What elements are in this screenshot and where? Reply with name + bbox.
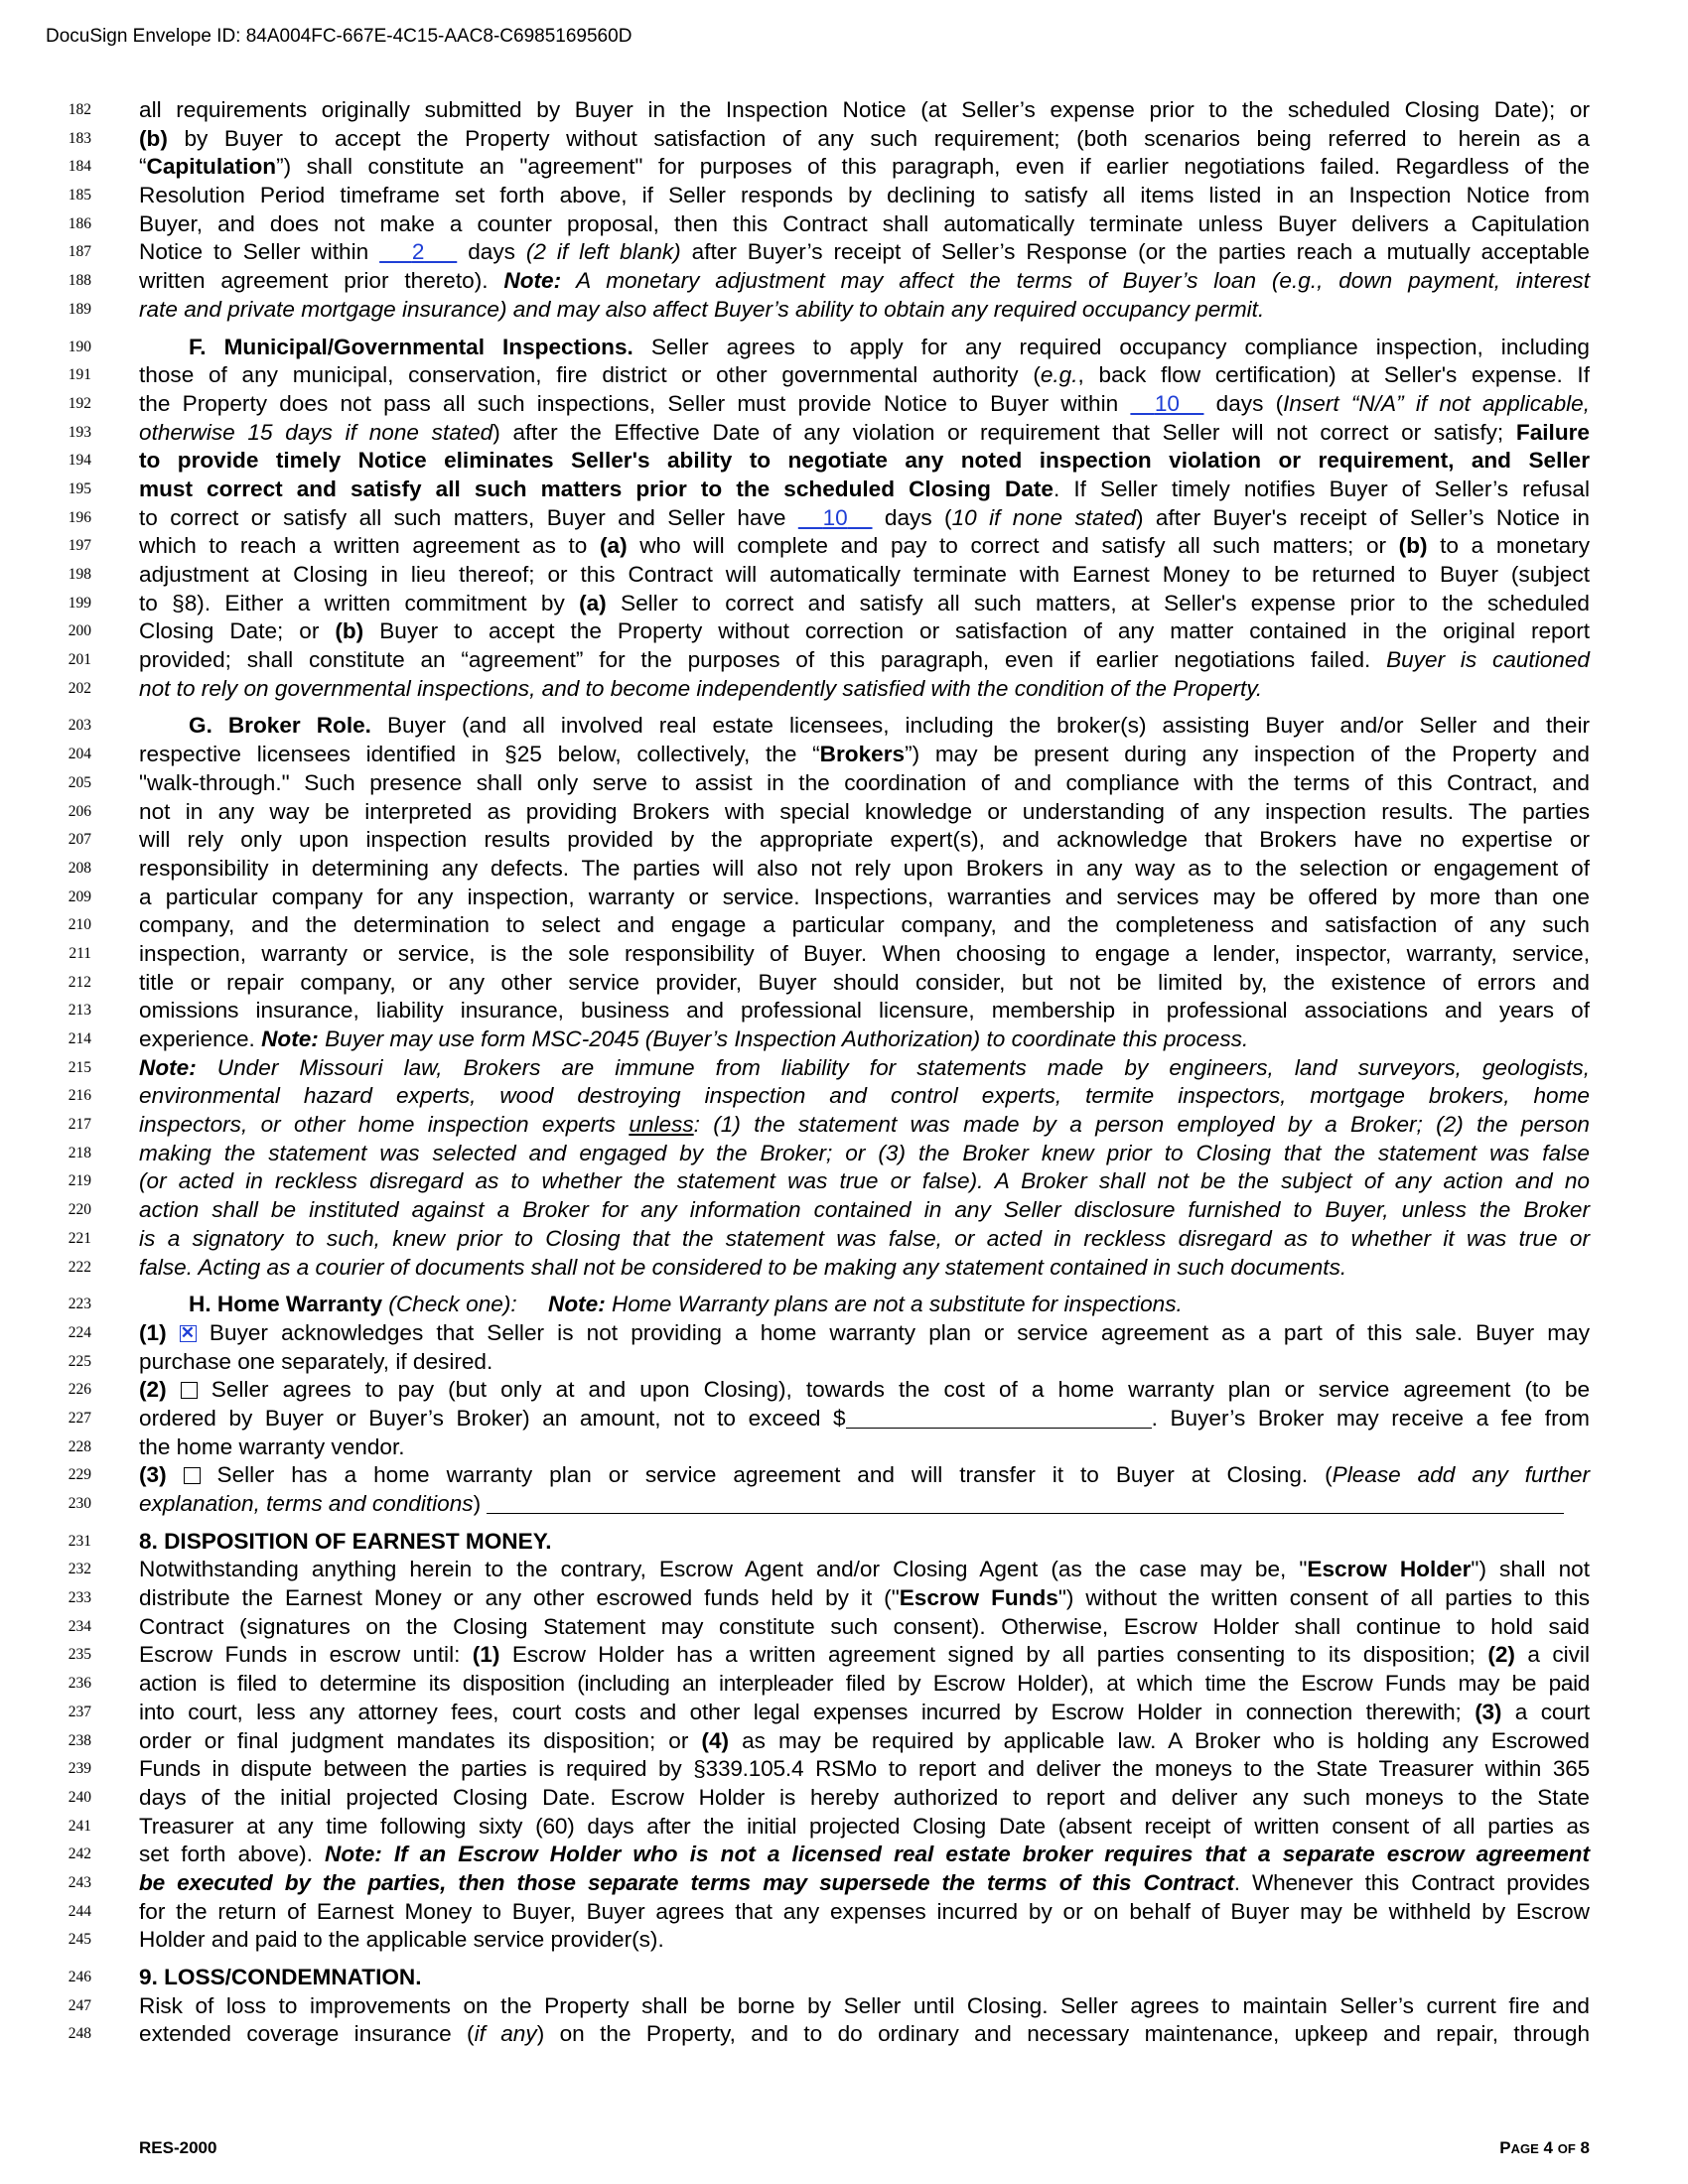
line-number: 194: [68, 452, 91, 470]
section-heading: 9. LOSS/CONDEMNATION.: [139, 1965, 422, 1989]
line-number: 204: [68, 746, 91, 763]
document-line: 217 inspectors, or other home inspection experts unless: (1) the statement was made by a person employed by a Broker; (2) the person: [0, 1111, 1688, 1140]
line-number: 191: [68, 366, 91, 384]
document-line: 194 to provide timely Notice eliminates Seller's ability to negotiate any noted inspection violation or requirement, and Seller: [0, 447, 1688, 476]
warranty-option-3-checkbox[interactable]: [184, 1467, 201, 1484]
document-line: 208 responsibility in determining any defects. The parties will also not rely upon Brokers in any way as to the selection or engagement of: [0, 855, 1688, 884]
document-line: 237 into court, less any attorney fees, court costs and other legal expenses incurred by Escrow Holder in connection therewith; (3) a court: [0, 1699, 1688, 1727]
line-number: 241: [68, 1817, 91, 1835]
line-number: 214: [68, 1030, 91, 1047]
warranty-option-1-checkbox[interactable]: [180, 1325, 197, 1342]
document-line: 223 H. Home Warranty (Check one): Note: Home Warranty plans are not a substitute for inspections.: [0, 1291, 1688, 1319]
line-number: 218: [68, 1144, 91, 1161]
docusign-envelope-id: DocuSign Envelope ID: 84A004FC-667E-4C15-AAC8-C6985169560D: [46, 26, 633, 47]
document-line: 191 those of any municipal, conservation, fire district or other governmental authority (e.g., back flow certification) at Seller's expense. If: [0, 361, 1688, 390]
line-number: 244: [68, 1902, 91, 1920]
document-line: 244 for the return of Earnest Money to Buyer, Buyer agrees that any expenses incurred by or on behalf of Buyer may be withheld by Escrow: [0, 1898, 1688, 1927]
line-number: 193: [68, 423, 91, 441]
line-number: 225: [68, 1352, 91, 1370]
document-line: 205 "walk-through." Such presence shall only serve to assist in the coordination of and compliance with the terms of this Contract, and: [0, 769, 1688, 798]
document-line: 232 Notwithstanding anything herein to the contrary, Escrow Agent and/or Closing Agent (as the case may be, "Escrow Holder") shall not: [0, 1556, 1688, 1584]
line-number: 217: [68, 1116, 91, 1134]
document-line: 221 is a signatory to such, knew prior to Closing that the statement was false, or acted in reckless disregard as to whether it was true or: [0, 1225, 1688, 1254]
line-number: 207: [68, 831, 91, 849]
document-line: 241 Treasurer at any time following sixty (60) days after the initial projected Closing Date (absent receipt of written consent of all parties as: [0, 1813, 1688, 1842]
warranty-option-2-checkbox[interactable]: [181, 1382, 198, 1399]
line-number: 210: [68, 916, 91, 934]
line-number: 200: [68, 622, 91, 640]
section-heading: F. Municipal/Governmental Inspections.: [189, 334, 633, 359]
line-number: 203: [68, 717, 91, 735]
line-number: 245: [68, 1931, 91, 1949]
document-line: 219 (or acted in reckless disregard as to whether the statement was true or false). A Broker shall not be the subject of any action and no: [0, 1167, 1688, 1196]
document-line: 188 written agreement prior thereto). Note: A monetary adjustment may affect the terms of Buyer’s loan (e.g., down payment, interest: [0, 267, 1688, 296]
line-number: 223: [68, 1296, 91, 1313]
line-number: 240: [68, 1788, 91, 1806]
document-line: 189 rate and private mortgage insurance) and may also affect Buyer’s ability to obtain any required occupancy permit.: [0, 296, 1688, 325]
document-line: 228 the home warranty vendor.: [0, 1433, 1688, 1462]
document-line: 242 set forth above). Note: If an Escrow Holder who is not a licensed real estate broker requires that a separate escrow agreement: [0, 1841, 1688, 1869]
document-line: 239 Funds in dispute between the parties is required by §339.105.4 RSMo to report and deliver the moneys to the State Treasurer within 365: [0, 1755, 1688, 1784]
line-number: 230: [68, 1495, 91, 1512]
line-number: 235: [68, 1646, 91, 1664]
document-line: 190 F. Municipal/Governmental Inspections. Seller agrees to apply for any required occupancy compliance inspection, including: [0, 334, 1688, 362]
line-number: 206: [68, 802, 91, 820]
document-line: 203 G. Broker Role. Buyer (and all involved real estate licensees, including the broker(s) assisting Buyer and/or Seller and their: [0, 712, 1688, 741]
line-number: 192: [68, 394, 91, 412]
document-line: 187 Notice to Seller within 2 days (2 if left blank) after Buyer’s receipt of Seller’s Response (or the parties reach a mutually acceptable: [0, 238, 1688, 267]
warranty-explanation-blank[interactable]: [487, 1493, 1564, 1514]
document-line: 201 provided; shall constitute an “agreement” for the purposes of this paragraph, even if earlier negotiations failed. Buyer is cautioned: [0, 646, 1688, 675]
municipal-notice-days-field[interactable]: 10: [1154, 390, 1180, 416]
line-number: 232: [68, 1561, 91, 1578]
document-line: 238 order or final judgment mandates its disposition; or (4) as may be required by applicable law. A Broker who is holding any Escrowed: [0, 1727, 1688, 1756]
line-number: 205: [68, 773, 91, 791]
line-number: 190: [68, 338, 91, 355]
document-line: 206 not in any way be interpreted as providing Brokers with special knowledge or understanding of any inspection results. The parties: [0, 798, 1688, 827]
document-line: 207 will rely only upon inspection results provided by the appropriate expert(s), and acknowledge that Brokers have no expertise or: [0, 826, 1688, 855]
line-number: 196: [68, 508, 91, 526]
line-number: 224: [68, 1323, 91, 1341]
line-number: 183: [68, 129, 91, 147]
line-number: 202: [68, 679, 91, 697]
line-number: 226: [68, 1381, 91, 1399]
section-heading: H. Home Warranty: [189, 1292, 383, 1317]
document-line: 200 Closing Date; or (b) Buyer to accept the Property without correction or satisfaction of any matter contained in the original report: [0, 617, 1688, 646]
line-number: 189: [68, 300, 91, 318]
document-line: [0, 1528, 1688, 1557]
document-line: 204 respective licensees identified in §25 below, collectively, the “Brokers”) may be present during any inspection of the Property and: [0, 741, 1688, 769]
document-line: 211 inspection, warranty or service, is the sole responsibility of Buyer. When choosing to engage a lender, inspector, warranty, service,: [0, 940, 1688, 969]
document-line: 202 not to rely on governmental inspections, and to become independently satisfied with the condition of the Property.: [0, 675, 1688, 704]
document-line: 212 title or repair company, or any other service provider, Buyer should consider, but not be limited by, the existence of errors and: [0, 969, 1688, 998]
document-line: 225 purchase one separately, if desired.: [0, 1348, 1688, 1377]
line-number: 236: [68, 1675, 91, 1693]
line-number: 242: [68, 1845, 91, 1863]
line-number: 234: [68, 1617, 91, 1635]
document-line: 185 Resolution Period timeframe set forth above, if Seller responds by declining to satisfy all items listed in an Inspection Notice from: [0, 182, 1688, 210]
document-line: 240 days of the initial projected Closing Date. Escrow Holder is hereby authorized to report and deliver any such moneys to the State: [0, 1784, 1688, 1813]
document-line: 195 must correct and satisfy all such matters prior to the scheduled Closing Date. If Seller timely notifies Buyer of Seller’s refusal: [0, 476, 1688, 504]
document-line: 183 (b) by Buyer to accept the Property without satisfaction of any such requirement; (both scenarios being referred to herein as a: [0, 125, 1688, 154]
document-line: 186 Buyer, and does not make a counter proposal, then this Contract shall automatically terminate unless Buyer delivers a Capitulation: [0, 210, 1688, 239]
document-line: 182 all requirements originally submitted by Buyer in the Inspection Notice (at Seller’s expense prior to the scheduled Closing Date); or: [0, 96, 1688, 125]
line-number: 185: [68, 187, 91, 205]
line-number: 195: [68, 479, 91, 497]
warranty-amount-blank[interactable]: [846, 1408, 1152, 1429]
document-line: 196 to correct or satisfy all such matters, Buyer and Seller have 10 days (10 if none stated) after Buyer's receipt of Seller’s Notice in: [0, 504, 1688, 533]
line-number: 229: [68, 1466, 91, 1484]
line-number: 187: [68, 243, 91, 261]
capitulation-days-field[interactable]: 2: [411, 239, 425, 265]
document-line: 214 experience. Note: Buyer may use form MSC-2045 (Buyer’s Inspection Authorization) to coordinate this process.: [0, 1025, 1688, 1054]
document-line: 199 to §8). Either a written commitment by (a) Seller to correct and satisfy all such matters, at Seller's expense prior to the scheduled: [0, 590, 1688, 618]
line-number: 215: [68, 1058, 91, 1076]
document-line: 236 action is filed to determine its disposition (including an interpleader filed by Escrow Holder), at which time the Escrow Funds may be paid: [0, 1670, 1688, 1699]
document-line: 248 extended coverage insurance (if any) on the Property, and to do ordinary and necessary maintenance, upkeep and repair, through: [0, 2020, 1688, 2049]
document-line: 234 Contract (signatures on the Closing Statement may constitute such consent). Otherwise, Escrow Holder shall continue to hold said: [0, 1613, 1688, 1642]
document-line: 220 action shall be instituted against a Broker for any information contained in any Seller disclosure furnished to Buyer, unless the Broker: [0, 1196, 1688, 1225]
document-line: 215 Note: Under Missouri law, Brokers are immune from liability for statements made by engineers, land surveyors, geologists,: [0, 1054, 1688, 1083]
line-number: 246: [68, 1969, 91, 1985]
line-number: 243: [68, 1873, 91, 1891]
line-number: 231: [68, 1532, 91, 1550]
line-number: 199: [68, 594, 91, 612]
document-line: 224 (1) ✕ Buyer acknowledges that Seller is not providing a home warranty plan or service agreement as a part of this sale. Buyer may: [0, 1319, 1688, 1348]
section-heading: 8. DISPOSITION OF EARNEST MONEY.: [139, 1528, 552, 1554]
document-line: 230 explanation, terms and conditions): [0, 1490, 1688, 1519]
line-number: 216: [68, 1087, 91, 1105]
document-line: 218 making the statement was selected and engaged by the Broker; or (3) the Broker knew prior to Closing that the statement was false: [0, 1140, 1688, 1168]
document-line: 209 a particular company for any inspection, warranty or service. Inspections, warranties and services may be offered by more than one: [0, 884, 1688, 912]
document-line: 197 which to reach a written agreement as to (a) who will complete and pay to correct and satisfy all such matters; or (b) to a monetary: [0, 532, 1688, 561]
line-number: 239: [68, 1760, 91, 1778]
line-number: 220: [68, 1201, 91, 1219]
line-number: 186: [68, 214, 91, 232]
line-number: 201: [68, 651, 91, 669]
form-id: RES-2000: [139, 2138, 217, 2157]
line-number: 209: [68, 887, 91, 905]
document-line: 227 ordered by Buyer or Buyer’s Broker) an amount, not to exceed $ . Buyer’s Broker may receive a fee from: [0, 1405, 1688, 1433]
line-number: 182: [68, 101, 91, 118]
line-number: 227: [68, 1409, 91, 1427]
line-number: 238: [68, 1731, 91, 1749]
line-number: 221: [68, 1229, 91, 1247]
line-number: 188: [68, 272, 91, 290]
page-indicator: PAGE 4 OF 8: [1499, 2138, 1590, 2157]
line-number: 197: [68, 537, 91, 555]
document-line: 233 distribute the Earnest Money or any other escrowed funds held by it ("Escrow Funds") without the written consent of all parties to this: [0, 1584, 1688, 1613]
line-number: 228: [68, 1437, 91, 1455]
document-line: 210 company, and the determination to select and engage a particular company, and the completeness and satisfaction of any such: [0, 911, 1688, 940]
document-line: 235 Escrow Funds in escrow until: (1) Escrow Holder has a written agreement signed by all parties consenting to its disposition; (2) a civil: [0, 1641, 1688, 1670]
document-line: 245 Holder and paid to the applicable service provider(s).: [0, 1926, 1688, 1955]
document-line: 229 (3) Seller has a home warranty plan or service agreement and will transfer it to Buyer at Closing. (Please add any further: [0, 1461, 1688, 1490]
line-number: 248: [68, 2025, 91, 2043]
line-number: 212: [68, 973, 91, 991]
line-number: 184: [68, 158, 91, 176]
document-line: 184 “Capitulation”) shall constitute an "agreement" for purposes of this paragraph, even if earlier negotiations failed. Regardless of the: [0, 153, 1688, 182]
document-line: 226 (2) Seller agrees to pay (but only at and upon Closing), towards the cost of a home warranty plan or service agreement (to be: [0, 1376, 1688, 1405]
document-line: 247 Risk of loss to improvements on the Property shall be borne by Seller until Closing. Seller agrees to maintain Seller’s current fire and: [0, 1992, 1688, 2021]
line-number: 213: [68, 1002, 91, 1020]
document-line: 198 adjustment at Closing in lieu thereof; or this Contract will automatically terminate with Earnest Money to be returned to Buyer (subject: [0, 561, 1688, 590]
line-number: 219: [68, 1172, 91, 1190]
municipal-agreement-days-field[interactable]: 10: [822, 504, 848, 530]
document-line: 213 omissions insurance, liability insurance, business and professional licensure, membership in professional associations and years of: [0, 997, 1688, 1025]
document-line: 192 the Property does not pass all such inspections, Seller must provide Notice to Buyer within 10 days (Insert “N/A” if not applicable,: [0, 390, 1688, 419]
document-line: 193 otherwise 15 days if none stated) after the Effective Date of any violation or requirement that Seller will not correct or satisfy; Failure: [0, 419, 1688, 448]
line-number: 237: [68, 1703, 91, 1720]
line-number: 247: [68, 1996, 91, 2014]
line-number: 198: [68, 566, 91, 583]
line-number: 222: [68, 1258, 91, 1276]
document-line: [0, 1964, 1688, 1992]
contract-page-body: [0, 96, 1688, 2049]
line-number: 233: [68, 1589, 91, 1607]
document-line: 216 environmental hazard experts, wood destroying inspection and control experts, termite inspectors, mortgage brokers, home: [0, 1082, 1688, 1111]
document-line: 243 be executed by the parties, then those separate terms may supersede the terms of this Contract. Whenever this Contract provides: [0, 1869, 1688, 1898]
section-heading: G. Broker Role.: [189, 713, 371, 739]
line-number: 211: [69, 944, 91, 962]
line-number: 208: [68, 859, 91, 877]
document-line: 222 false. Acting as a courier of documents shall not be considered to be making any statement contained in such documents.: [0, 1254, 1688, 1283]
